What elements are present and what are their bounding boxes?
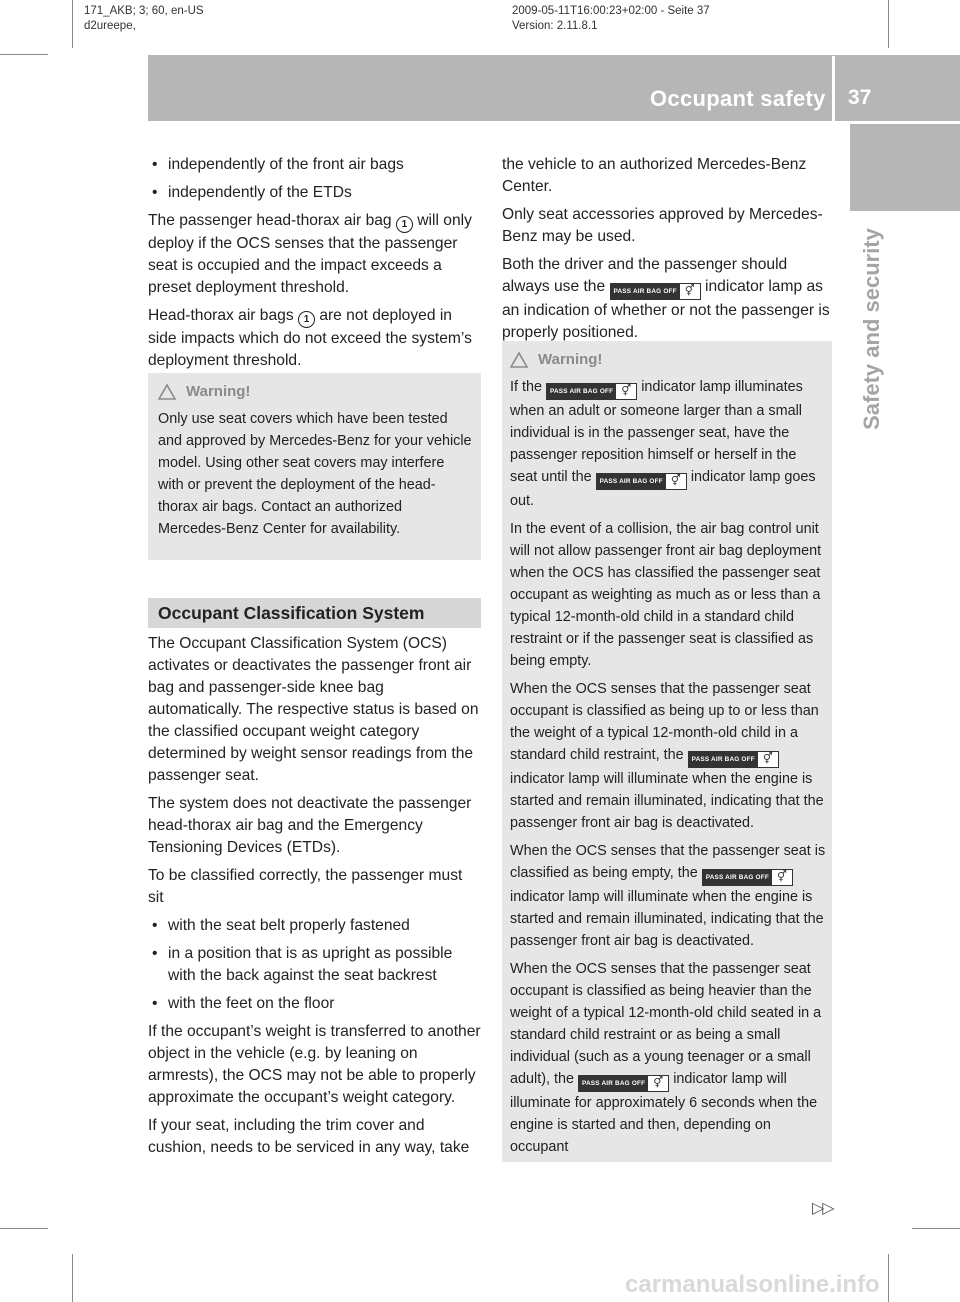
- warning-title: Warning!: [538, 351, 603, 368]
- list-item: [148, 154, 482, 176]
- lamp-text: PASS AIR BAG OFF: [579, 1076, 648, 1091]
- passenger-airbag-off-lamp-icon: [578, 1075, 669, 1092]
- side-tab: [848, 224, 896, 434]
- text-run: If the: [510, 379, 542, 395]
- warning-text: Only use seat covers which have been tested and approved by Mercedes-Benz for your vehicle model. Using other seat covers may interfere with or prevent the deployment of the head-thorax air bags. Contact an authorized Mercedes-Benz Center for availability.: [158, 411, 472, 537]
- paragraph: The Occupant Classification System (OCS) activates or deactivates the passenger front air bag and passenger-side knee bag automatically. The respective status is based on the classified occupant weight category determined by weight sensor readings from the passenger seat.: [148, 635, 479, 784]
- list-item: [148, 943, 482, 987]
- warning-paragraph: [510, 678, 826, 834]
- child-seat-icon: ⚥: [666, 474, 686, 489]
- text-run: will only deploy if the OCS senses that the passenger seat is occupied and the impact exceeds a preset deployment threshold.: [148, 212, 472, 296]
- print-meta-line: Version: 2.11.8.1: [512, 20, 598, 32]
- text-run: The passenger head-thorax air bag: [148, 212, 392, 229]
- warning-header: [510, 349, 826, 371]
- page-title: Occupant safety: [650, 86, 826, 111]
- paragraph: [502, 254, 832, 344]
- section-heading: [148, 598, 481, 628]
- paragraph: [148, 210, 482, 299]
- side-tab-label: Safety and security: [859, 228, 884, 430]
- list-item-text: with the seat belt properly fastened: [168, 917, 410, 934]
- watermark: carmanualsonline.info: [625, 1271, 880, 1298]
- crop-mark: [912, 1228, 960, 1229]
- warning-box: [148, 373, 481, 560]
- child-seat-icon: ⚥: [616, 384, 636, 399]
- paragraph: If your seat, including the trim cover and cushion, needs to be serviced in any way, take: [148, 1117, 470, 1156]
- warning-triangle-icon: [158, 384, 176, 400]
- print-meta-line: 2009-05-11T16:00:23+02:00 - Seite 37: [512, 5, 710, 17]
- crop-mark: [72, 1254, 73, 1302]
- section-title: Occupant Classification System: [158, 603, 425, 623]
- warning-paragraph: [510, 840, 826, 952]
- left-column-bottom: [148, 633, 482, 1165]
- text-run: indicator lamp as an indication of whether or not the passenger is properly positioned.: [502, 278, 830, 341]
- text-run: Head-thorax air bags: [148, 307, 294, 324]
- text-run: indicator lamp goes out.: [510, 469, 816, 509]
- side-tab-block: [850, 124, 960, 211]
- lamp-text: PASS AIR BAG OFF: [703, 870, 772, 885]
- bullet-mark: •: [152, 156, 158, 173]
- print-meta-left: [84, 4, 204, 34]
- paragraph: [148, 305, 482, 372]
- list-item-text: independently of the ETDs: [168, 184, 352, 201]
- callout-1-icon: 1: [298, 311, 315, 328]
- text-run: Both the driver and the passenger should always use the: [502, 256, 788, 295]
- list-item-text: with the feet on the floor: [168, 995, 335, 1012]
- header-divider: [832, 56, 835, 121]
- paragraph: If the occupant’s weight is transferred to another object in the vehicle (e.g. by leaning on armrests), the OCS may not be able to properly approximate the occupant’s weight category.: [148, 1023, 481, 1106]
- warning-title: Warning!: [186, 383, 251, 400]
- right-column-top: [502, 154, 832, 350]
- passenger-airbag-off-lamp-icon: [610, 283, 701, 300]
- bullet-mark: •: [152, 995, 158, 1012]
- passenger-airbag-off-lamp-icon: [702, 869, 793, 886]
- crop-mark: [888, 0, 889, 48]
- bullet-mark: •: [152, 945, 158, 962]
- paragraph: the vehicle to an authorized Mercedes-Benz Center.: [502, 156, 807, 195]
- text-run: When the OCS senses that the passenger seat is classified as being empty, the: [510, 843, 826, 881]
- print-meta-line: 171_AKB; 3; 60, en-US: [84, 5, 204, 17]
- text-run: When the OCS senses that the passenger seat occupant is classified as being up to or less than the weight of a typical 12-month-old child in a standard child restraint, the: [510, 681, 819, 763]
- print-meta-right: [512, 4, 710, 34]
- text-run: When the OCS senses that the passenger seat occupant is classified as being heavier than the weight of a typical 12-month-old child seated in a standard child restraint or as being a small individual (such as a young teenager or a small adult), the: [510, 961, 822, 1087]
- list-item: [148, 182, 482, 204]
- bullet-mark: •: [152, 917, 158, 934]
- lamp-text: PASS AIR BAG OFF: [597, 474, 666, 489]
- text-run: indicator lamp will illuminate when the engine is started and remain illuminated, indicating that the passenger front air bag is deactivated.: [510, 771, 824, 831]
- list-item: [148, 993, 482, 1015]
- lamp-text: PASS AIR BAG OFF: [689, 752, 758, 767]
- child-seat-icon: ⚥: [758, 752, 778, 767]
- child-seat-icon: ⚥: [648, 1076, 668, 1091]
- list-item: [148, 915, 482, 937]
- warning-triangle-icon: [510, 352, 528, 368]
- passenger-airbag-off-lamp-icon: [688, 751, 779, 768]
- text-run: indicator lamp will illuminate when the engine is started and remain illuminated, indicating that the passenger front air bag is deactivated.: [510, 889, 824, 949]
- paragraph: To be classified correctly, the passenger must sit: [148, 867, 463, 906]
- paragraph: Only seat accessories approved by Mercedes-Benz may be used.: [502, 206, 823, 245]
- header-bar: [148, 55, 960, 121]
- warning-paragraph: [510, 376, 826, 512]
- page-number: 37: [848, 86, 872, 109]
- crop-mark: [72, 0, 73, 48]
- list-item-text: in a position that is as upright as possible with the back against the seat backrest: [168, 945, 453, 984]
- crop-mark: [0, 1228, 48, 1229]
- crop-mark: [0, 54, 48, 55]
- child-seat-icon: ⚥: [680, 284, 700, 299]
- lamp-text: PASS AIR BAG OFF: [547, 384, 616, 399]
- text-run: are not deployed in side impacts which do not exceed the system’s deployment threshold.: [148, 307, 472, 369]
- child-seat-icon: ⚥: [772, 870, 792, 885]
- passenger-airbag-off-lamp-icon: [596, 473, 687, 490]
- text-run: indicator lamp will illuminate for approximately 6 seconds when the engine is started and then, depending on occupant: [510, 1071, 818, 1155]
- continued-arrow-icon: ▷▷: [812, 1200, 833, 1217]
- bullet-mark: •: [152, 184, 158, 201]
- lamp-text: PASS AIR BAG OFF: [611, 284, 680, 299]
- warning-header: [158, 381, 473, 403]
- text-run: indicator lamp illuminates when an adult or someone larger than a small individual is in the passenger seat, have the passenger reposition himself or herself in the seat until the: [510, 379, 803, 485]
- list-item-text: independently of the front air bags: [168, 156, 404, 173]
- paragraph: The system does not deactivate the passenger head-thorax air bag and the Emergency Tensioning Devices (ETDs).: [148, 795, 472, 856]
- crop-mark: [888, 1254, 889, 1302]
- warning-paragraph: [510, 958, 826, 1158]
- left-column-top: [148, 154, 482, 378]
- warning-box: [502, 341, 832, 1162]
- callout-1-icon: 1: [396, 216, 413, 233]
- warning-paragraph: In the event of a collision, the air bag control unit will not allow passenger front air bag deployment when the OCS has classified the passenger seat occupant as weighting as much as or less than a typical 12-month-old child in a standard child restraint or if the passenger seat is classified as being empty.: [510, 521, 822, 669]
- print-meta-line: d2ureepe,: [84, 20, 136, 32]
- passenger-airbag-off-lamp-icon: [546, 383, 637, 400]
